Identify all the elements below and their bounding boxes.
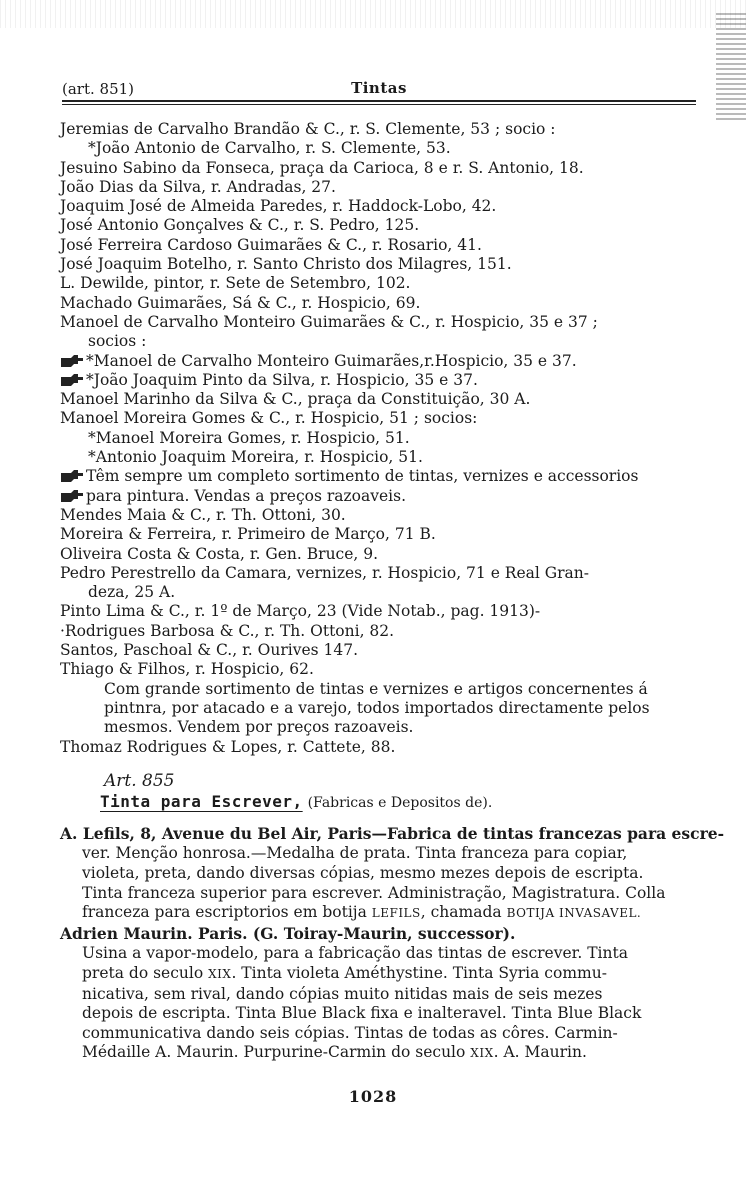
- section-title: Tinta para Escrever,: [100, 791, 303, 811]
- entry-line: Moreira & Ferreira, r. Primeiro de Março, 71 B.: [60, 525, 436, 544]
- entry-line: violeta, preta, dando diversas cópias, mesmo mezes depois de escripta.: [82, 863, 644, 882]
- pointing-hand-icon: [60, 354, 84, 368]
- entry-text: Médaille A. Maurin. Purpurine-Carmin do seculo: [82, 1043, 466, 1062]
- entry-line: depois de escripta. Tinta Blue Black fixa e inalteravel. Tinta Blue Black: [82, 1004, 642, 1023]
- entry-line: [60, 467, 700, 486]
- header-rule: [62, 100, 696, 105]
- header-title: Tintas: [351, 79, 407, 97]
- entry-line: pintnra, por atacado e a varejo, todos importados directamente pelos: [104, 698, 650, 717]
- entry-line: Manoel de Carvalho Monteiro Guimarães & C., r. Hospicio, 35 e 37 ;: [60, 312, 598, 331]
- entry-line: Joaquim José de Almeida Paredes, r. Haddock-Lobo, 42.: [60, 197, 497, 216]
- entry-line: *João Antonio de Carvalho, r. S. Clemente, 53.: [88, 139, 451, 158]
- entry-list: [60, 120, 725, 1064]
- entry-line: Pinto Lima & C., r. 1º de Março, 23 (Vide Notab., pag. 1913)-: [60, 602, 541, 621]
- entry-line: João Dias da Silva, r. Andradas, 27.: [60, 177, 336, 196]
- scan-noise-edge: [716, 10, 746, 120]
- header-article-ref: (art. 851): [62, 80, 135, 98]
- entry-line: Pedro Perestrello da Camara, vernizes, r. Hospicio, 71 e Real Gran-: [60, 563, 590, 582]
- advert-line: Têm sempre um completo sortimento de tintas, vernizes e accessorios: [86, 467, 639, 486]
- entry-text: franceza para escriptorios em botija: [82, 903, 367, 922]
- entry-line: Usina a vapor-modelo, para a fabricação das tintas de escrever. Tinta: [82, 944, 628, 963]
- section-heading: [60, 791, 700, 814]
- pointing-hand-icon: [60, 489, 84, 503]
- entry-line: mesmos. Vendem por preços razoaveis.: [104, 718, 414, 737]
- entry-line: Tinta franceza superior para escrever. Administração, Magistratura. Colla: [82, 883, 666, 902]
- pointing-hand-icon: [60, 373, 84, 387]
- entry-line: *Antonio Joaquim Moreira, r. Hospicio, 51.: [88, 448, 423, 467]
- entry-text: XIX: [470, 1046, 494, 1061]
- advert-line: para pintura. Vendas a preços razoaveis.: [86, 486, 407, 505]
- entry-text: Adrien Maurin. Paris. (G. Toiray-Maurin, successor).: [60, 923, 516, 943]
- entry-text: XIX: [208, 966, 232, 981]
- entry-line: L. Dewilde, pintor, r. Sete de Setembro, 102.: [60, 274, 411, 293]
- entry-text: A. Lefils, 8, Avenue du Bel Air, Paris—Fabrica de tintas francezas para escre-: [60, 823, 725, 843]
- entry-line: José Joaquim Botelho, r. Santo Christo dos Milagres, 151.: [60, 255, 512, 274]
- entry-line: [60, 924, 700, 945]
- entry-line: [60, 487, 700, 506]
- entry-line: Oliveira Costa & Costa, r. Gen. Bruce, 9.: [60, 544, 379, 563]
- pointing-hand-icon: [60, 469, 84, 483]
- entry-text: . A. Maurin.: [493, 1043, 587, 1062]
- entry-line: [60, 903, 700, 924]
- entry-line: Jesuino Sabino da Fonseca, praça da Carioca, 8 e r. S. Antonio, 18.: [60, 158, 584, 177]
- entry-line: Com grande sortimento de tintas e vernizes e artigos concernentes á: [104, 679, 648, 698]
- entry-line: [60, 964, 700, 985]
- entry-line: [60, 352, 700, 371]
- entry-list-2: [60, 823, 725, 1064]
- page-number: 1028: [348, 1087, 398, 1106]
- entry-line: nicativa, sem rival, dando cópias muito nitidas mais de seis mezes: [82, 984, 603, 1003]
- entry-line: José Ferreira Cardoso Guimarães & C., r. Rosario, 41.: [60, 235, 482, 254]
- entry-line: Thiago & Filhos, r. Hospicio, 62.: [60, 660, 314, 679]
- partner-line: *Manoel de Carvalho Monteiro Guimarães,r.Hospicio, 35 e 37.: [86, 351, 577, 370]
- page-header: [62, 80, 696, 100]
- article-number: Art. 855: [104, 770, 175, 791]
- section-subtitle: (Fabricas e Depositos de).: [307, 794, 493, 811]
- entry-line: [60, 1043, 700, 1064]
- entry-line: communicativa dando seis cópias. Tintas de todas as côres. Carmin-: [82, 1023, 618, 1042]
- entry-text: LEFILS: [371, 906, 421, 921]
- partner-line: *João Joaquim Pinto da Silva, r. Hospicio, 35 e 37.: [86, 370, 478, 389]
- entry-line: Manoel Marinho da Silva & C., praça da Constituição, 30 A.: [60, 390, 531, 409]
- entry-line: Manoel Moreira Gomes & C., r. Hospicio, 51 ; socios:: [60, 409, 478, 428]
- entry-line: Jeremias de Carvalho Brandão & C., r. S. Clemente, 53 ; socio :: [60, 120, 556, 138]
- entry-line: socios :: [88, 332, 147, 351]
- entry-text: BOTIJA INVASAVEL.: [506, 906, 642, 921]
- entry-text: . Tinta violeta Améthystine. Tinta Syria commu-: [231, 963, 607, 982]
- scan-noise-top: [0, 0, 746, 28]
- entry-line: ·Rodrigues Barbosa & C., r. Th. Ottoni, 82.: [60, 621, 395, 640]
- entry-line: *Manoel Moreira Gomes, r. Hospicio, 51.: [88, 428, 410, 447]
- entry-line: Thomaz Rodrigues & Lopes, r. Cattete, 88.: [60, 737, 396, 756]
- entry-line: deza, 25 A.: [88, 583, 176, 602]
- entry-line: José Antonio Gonçalves & C., r. S. Pedro, 125.: [60, 216, 420, 235]
- entry-line: [60, 823, 725, 845]
- entry-text: preta do seculo: [82, 963, 204, 982]
- entry-line: ver. Menção honrosa.—Medalha de prata. Tinta franceza para copiar,: [82, 844, 628, 863]
- entry-line: Machado Guimarães, Sá & C., r. Hospicio, 69.: [60, 293, 421, 312]
- entry-line: [60, 371, 700, 390]
- entry-line: Mendes Maia & C., r. Th. Ottoni, 30.: [60, 505, 346, 524]
- entry-line: Santos, Paschoal & C., r. Ourives 147.: [60, 641, 359, 660]
- entry-text: , chamada: [420, 903, 502, 922]
